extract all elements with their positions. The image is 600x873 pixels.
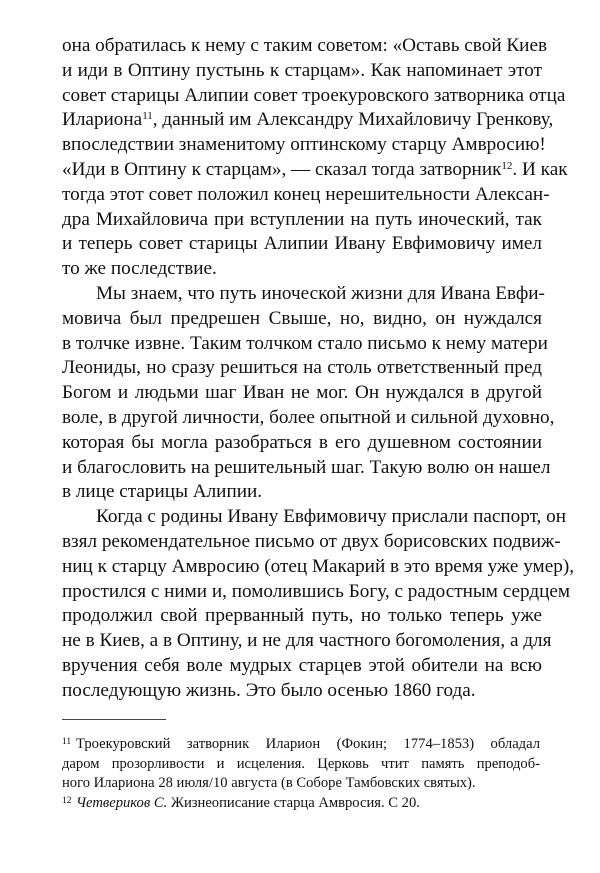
footnotes: [62, 735, 540, 813]
text-line: [62, 158, 568, 183]
footnote-11: [62, 735, 540, 794]
footnote-ref-11[interactable]: 11: [142, 110, 153, 123]
footnote-number: 11: [62, 737, 72, 747]
footnote-text: Жизнеописание старца Амвросия. С 20.: [167, 794, 420, 811]
text-segment: . И как: [512, 158, 568, 180]
text-line: Леониды, но сразу решиться на столь ответственный пред: [62, 357, 542, 379]
footnote-line: даром прозорливости и исцеления. Церковь чтит память преподоб-: [62, 755, 540, 772]
text-line: то же последствие.: [62, 258, 217, 280]
text-line: и благословить на решительный шаг. Такую волю он нашел: [62, 456, 551, 478]
text-line: в толчке извне. Таким толчком стало письмо к нему матери: [62, 332, 548, 354]
text-line: Богом и людьми шаг Иван не мог. Он нуждался в другой: [62, 382, 542, 404]
main-text: [62, 34, 575, 704]
text-line: и иди в Оптину пустынь к старцам». Как напоминает этот: [62, 59, 542, 81]
text-line: последующую жизнь. Это было осенью 1860 года.: [62, 679, 476, 701]
footnote-12: [62, 794, 540, 814]
footnote-separator: [62, 719, 166, 720]
text-line: [62, 108, 554, 133]
text-line: дра Михайловича при вступлении на путь иноческий, так: [62, 208, 542, 230]
paragraph-3: [62, 505, 575, 703]
text-line: продолжил свой прерванный путь, но только теперь уже: [62, 605, 542, 627]
text-line: тогда этот совет положил конец нерешительности Алексан-: [62, 183, 550, 205]
text-line: совет старицы Алипии совет троекуровского затворника отца: [62, 84, 566, 106]
text-line: ниц к старцу Амвросию (отец Макарий в это время уже умер),: [62, 555, 575, 577]
text-line: и теперь совет старицы Алипии Ивану Евфимовичу имел: [62, 233, 542, 255]
text-line: Когда с родины Ивану Евфимовичу прислали паспорт, он: [96, 506, 566, 528]
text-line: в лице старицы Алипии.: [62, 481, 263, 503]
text-line: не в Киев, а в Оптину, и не для частного богомоления, а для: [62, 630, 552, 652]
text-line: впоследствии знаменитому оптинскому старцу Амвросию!: [62, 134, 546, 156]
text-segment: Илариона: [62, 109, 143, 131]
footnote-line: ного Илариона 28 июля/10 августа (в Соборе Тамбовских святых).: [62, 775, 476, 791]
text-line: вручения себя воле мудрых старцев этой обители на всю: [62, 654, 542, 676]
footnote-line: [76, 794, 540, 814]
text-line: Мы знаем, что путь иноческой жизни для Ивана Евфи-: [96, 282, 545, 304]
text-line: простился с ними и, помолившись Богу, с радостным сердцем: [62, 580, 571, 602]
paragraph-1: [62, 34, 568, 282]
text-line: взял рекомендательное письмо от двух борисовских подвиж-: [62, 530, 561, 552]
footnote-line: Троекуровский затворник Иларион (Фокин; 1774–1853) обладал: [76, 736, 540, 752]
footnote-ref-12[interactable]: 12: [501, 159, 513, 172]
footnote-number: 12: [62, 795, 72, 806]
text-line: воле, в другой личности, более опытной и сильной духовно,: [62, 406, 555, 428]
paragraph-2: [62, 282, 555, 505]
text-line: мовича был предрешен Свыше, но, видно, он нуждался: [62, 307, 542, 329]
footnote-author: Четвериков С.: [76, 794, 168, 811]
text-segment: «Иди в Оптину к старцам», — сказал тогда затворник: [62, 158, 502, 180]
text-line: которая бы могла разобраться в его душевном состоянии: [62, 431, 542, 453]
text-line: она обратилась к нему с таким советом: «Оставь свой Киев: [62, 35, 548, 56]
text-segment: , данный им Александру Михайловичу Гренкову,: [152, 109, 554, 131]
